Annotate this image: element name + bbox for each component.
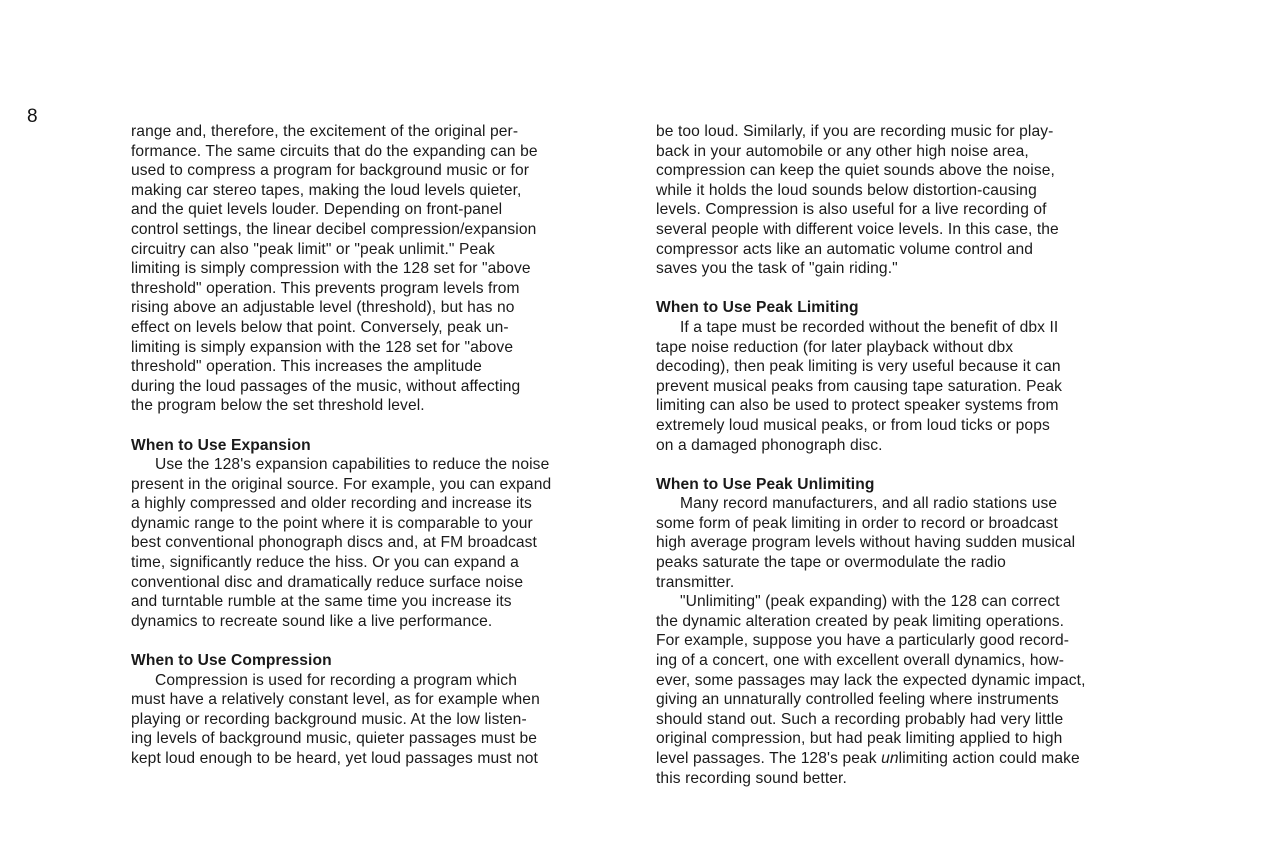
text-line: the dynamic alteration created by peak limiting operations. [656,612,1065,630]
text-line: during the loud passages of the music, without affecting [131,377,521,395]
text-line: formance. The same circuits that do the expanding can be [131,142,538,160]
intro-paragraph [131,122,611,416]
peak-limiting-paragraph [656,318,1148,455]
text-line: control settings, the linear decibel compression/expansion [131,220,537,238]
text-line: a highly compressed and older recording and increase its [131,495,532,513]
text-segment: level passages. The 128's peak [656,750,882,767]
text-line: ing of a concert, one with excellent overall dynamics, how- [656,652,1065,670]
text-line: several people with different voice levels. In this case, the [656,220,1059,238]
text-line: Use the 128's expansion capabilities to reduce the noise [155,456,550,474]
peak-limiting-heading: When to Use Peak Limiting [656,299,859,317]
text-line: and turntable rumble at the same time you increase its [131,593,512,611]
text-line: Many record manufacturers, and all radio stations use [680,495,1058,513]
text-line: should stand out. Such a recording probably had very little [656,710,1064,728]
text-line: dynamic range to the point where it is comparable to your [131,514,533,532]
text-line: on a damaged phonograph disc. [656,436,883,454]
peak-unlimiting-paragraph-2 [656,592,1148,788]
text-line: saves you the task of "gain riding." [656,260,898,278]
text-segment: limiting action could make [898,750,1080,767]
text-line: levels. Compression is also useful for a live recording of [656,201,1047,219]
text-line: time, significantly reduce the hiss. Or you can expand a [131,554,519,572]
text-line: ever, some passages may lack the expected dynamic impact, [656,671,1086,689]
left-column [131,122,611,769]
text-line: making car stereo tapes, making the loud levels quieter, [131,181,522,199]
text-line: limiting is simply compression with the 128 set for "above [131,260,531,278]
text-line: decoding), then peak limiting is very useful because it can [656,358,1061,376]
text-line: used to compress a program for background music or for [131,162,530,180]
compression-paragraph [131,671,611,769]
expansion-paragraph [131,455,611,631]
text-line: compressor acts like an automatic volume control and [656,240,1034,258]
text-line: circuitry can also "peak limit" or "peak unlimit." Peak [131,240,495,258]
page-number: 8 [27,106,38,127]
text-line: rising above an adjustable level (threshold), but has no [131,299,515,317]
text-line: must have a relatively constant level, as for example when [131,691,540,709]
text-line: and the quiet levels louder. Depending on front-panel [131,201,503,219]
text-line: some form of peak limiting in order to record or broadcast [656,514,1058,532]
text-line: "Unlimiting" (peak expanding) with the 128 can correct [680,593,1060,611]
text-line: the program below the set threshold level. [131,397,425,415]
text-line: limiting can also be used to protect speaker systems from [656,397,1059,415]
text-line: peaks saturate the tape or overmodulate the radio [656,554,1006,572]
text-line: limiting is simply expansion with the 128 set for "above [131,338,514,356]
text-line: threshold" operation. This increases the amplitude [131,358,482,376]
text-line: dynamics to recreate sound like a live performance. [131,612,493,630]
peak-unlimiting-paragraph-1 [656,494,1148,592]
text-line: high average program levels without having sudden musical [656,534,1076,552]
text-line: conventional disc and dramatically reduce surface noise [131,573,524,591]
text-line: present in the original source. For example, you can expand [131,475,552,493]
text-line: original compression, but had peak limiting applied to high [656,730,1063,748]
text-line: compression can keep the quiet sounds above the noise, [656,162,1055,180]
text-line: back in your automobile or any other high noise area, [656,142,1029,160]
text-line [656,749,1148,769]
emphasized-text: un [881,750,899,767]
text-line: while it holds the loud sounds below distortion-causing [656,181,1037,199]
text-line: tape noise reduction (for later playback without dbx [656,338,1014,356]
text-line: best conventional phonograph discs and, at FM broadcast [131,534,537,552]
compression-heading: When to Use Compression [131,652,332,670]
text-line: playing or recording background music. At the low listen- [131,710,527,728]
text-line: threshold" operation. This prevents program levels from [131,279,520,297]
text-line: be too loud. Similarly, if you are recording music for play- [656,123,1054,140]
text-line: this recording sound better. [656,769,847,787]
text-line: If a tape must be recorded without the benefit of dbx II [680,318,1059,336]
text-line: extremely loud musical peaks, or from loud ticks or pops [656,416,1050,434]
text-line: transmitter. [656,573,735,591]
text-line: range and, therefore, the excitement of the original per- [131,123,519,140]
text-line: giving an unnaturally controlled feeling where instruments [656,691,1059,709]
text-line: Compression is used for recording a program which [155,671,517,689]
text-line: For example, suppose you have a particularly good record- [656,632,1070,650]
text-line: effect on levels below that point. Conversely, peak un- [131,318,509,336]
right-column [656,122,1148,788]
continued-paragraph [656,122,1148,279]
peak-unlimiting-heading: When to Use Peak Unlimiting [656,475,875,493]
text-line: prevent musical peaks from causing tape saturation. Peak [656,377,1063,395]
text-line: ing levels of background music, quieter passages must be [131,730,538,748]
expansion-heading: When to Use Expansion [131,436,311,454]
text-line: kept loud enough to be heard, yet loud passages must not [131,750,538,767]
